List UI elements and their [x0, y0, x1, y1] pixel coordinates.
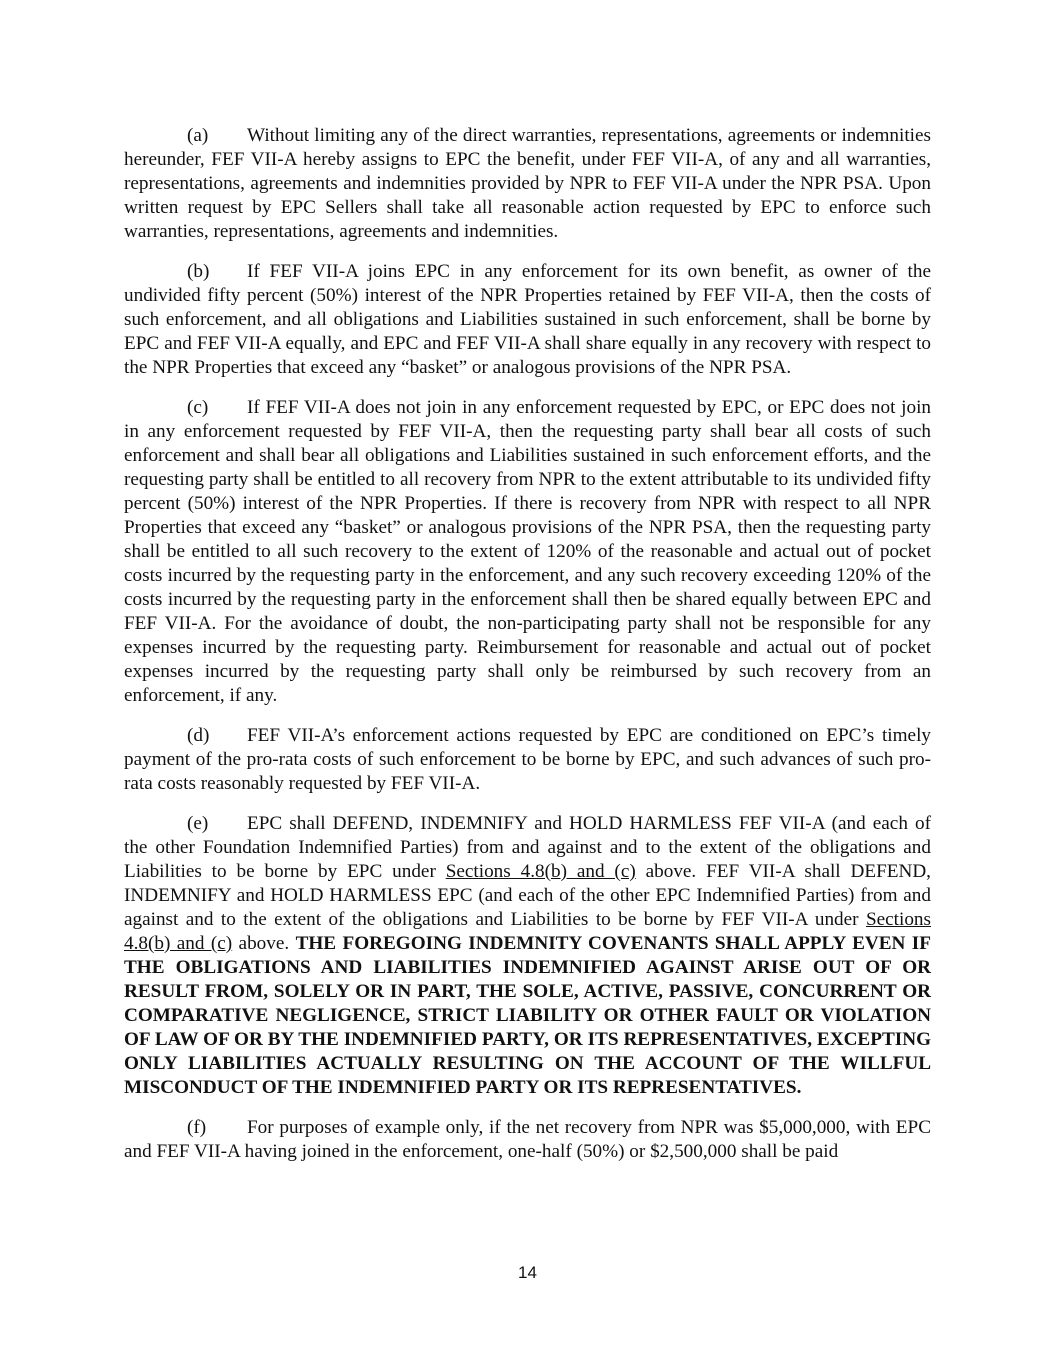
section-reference: Sections 4.8(b) and (c): [124, 909, 931, 954]
paragraph-label: (a): [187, 125, 209, 146]
paragraph-label: (f): [187, 1117, 207, 1138]
document-body: [124, 124, 931, 1180]
paragraph-text: above.: [232, 933, 296, 954]
section-reference: Sections 4.8(b) and (c): [445, 861, 636, 882]
paragraph-label: (e): [187, 813, 209, 834]
paragraph-e: [124, 812, 931, 1100]
paragraph-text: If FEF VII-A does not join in any enforcement requested by EPC, or EPC does not join in any enforcement requested by FEF VII-A, then the requesting party shall bear all costs of such enforcement and shall bear all obligations and Liabilities sustained in such enforcement efforts, and the requesting party shall be entitled to all recovery from NPR to the extent attributable to its undivided fifty percent (50%) interest of the NPR Properties. If there is recovery from NPR with respect to all NPR Properties that exceed any “basket” or analogous provisions of the NPR PSA, then the requesting party shall be entitled to all such recovery to the extent of 120% of the reasonable and actual out of pocket costs incurred by the requesting party in the enforcement, and any such recovery exceeding 120% of the costs incurred by the requesting party in the enforcement shall then be shared equally between EPC and FEF VII-A. For the avoidance of doubt, the non-participating party shall not be responsible for any expenses incurred by the requesting party. Reimbursement for reasonable and actual out of pocket expenses incurred by the requesting party shall only be reimbursed by such recovery from an enforcement, if any.: [124, 397, 931, 706]
paragraph-f: [124, 1116, 931, 1164]
paragraph-c: [124, 396, 931, 708]
paragraph-text: FEF VII-A’s enforcement actions requested by EPC are conditioned on EPC’s timely payment of the pro-rata costs of such enforcement to be borne by EPC, and such advances of such pro-rata costs reasonably requested by FEF VII-A.: [124, 725, 931, 794]
paragraph-d: [124, 724, 931, 796]
paragraph-b: [124, 260, 931, 380]
paragraph-label: (d): [187, 725, 210, 746]
paragraph-a: [124, 124, 931, 244]
page-number: 14: [518, 1263, 537, 1282]
paragraph-text: above. FEF VII-A shall DEFEND, INDEMNIFY and HOLD HARMLESS EPC (and each of the other EPC Indemnified Parties) from and against and to the extent of the obligations and Liabilities to be borne by FEF VII-A under: [124, 861, 931, 930]
paragraph-label: (b): [187, 261, 210, 282]
paragraph-label: (c): [187, 397, 209, 418]
paragraph-text: EPC shall DEFEND, INDEMNIFY and HOLD HARMLESS FEF VII-A (and each of the other Foundation Indemnified Parties) from and against and to the extent of the obligations and Liabilities to be borne by EPC under: [124, 813, 931, 882]
paragraph-text: Without limiting any of the direct warranties, representations, agreements or indemnities hereunder, FEF VII-A hereby assigns to EPC the benefit, under FEF VII-A, of any and all warranties, representations, agreements and indemnities provided by NPR to FEF VII-A under the NPR PSA. Upon written request by EPC Sellers shall take all reasonable action requested by EPC to enforce such warranties, representations, agreements and indemnities.: [124, 125, 931, 242]
indemnity-covenant-bold: THE FOREGOING INDEMNITY COVENANTS SHALL APPLY EVEN IF THE OBLIGATIONS AND LIABILITIES INDEMNIFIED AGAINST ARISE OUT OF OR RESULT FROM, SOLELY OR IN PART, THE SOLE, ACTIVE, PASSIVE, CONCURRENT OR COMPARATIVE NEGLIGENCE, STRICT LIABILITY OR OTHER FAULT OR VIOLATION OF LAW OF OR BY THE INDEMNIFIED PARTY, OR ITS REPRESENTATIVES, EXCEPTING ONLY LIABILITIES ACTUALLY RESULTING ON THE ACCOUNT OF THE WILLFUL MISCONDUCT OF THE INDEMNIFIED PARTY OR ITS REPRESENTATIVES.: [124, 933, 931, 1098]
paragraph-text: If FEF VII-A joins EPC in any enforcement for its own benefit, as owner of the undivided fifty percent (50%) interest of the NPR Properties retained by FEF VII-A, then the costs of such enforcement, and all obligations and Liabilities sustained in such enforcement, shall be borne by EPC and FEF VII-A equally, and EPC and FEF VII-A shall share equally in any recovery with respect to the NPR Properties that exceed any “basket” or analogous provisions of the NPR PSA.: [124, 261, 931, 378]
paragraph-text: For purposes of example only, if the net recovery from NPR was $5,000,000, with EPC and FEF VII-A having joined in the enforcement, one-half (50%) or $2,500,000 shall be paid: [124, 1117, 931, 1162]
